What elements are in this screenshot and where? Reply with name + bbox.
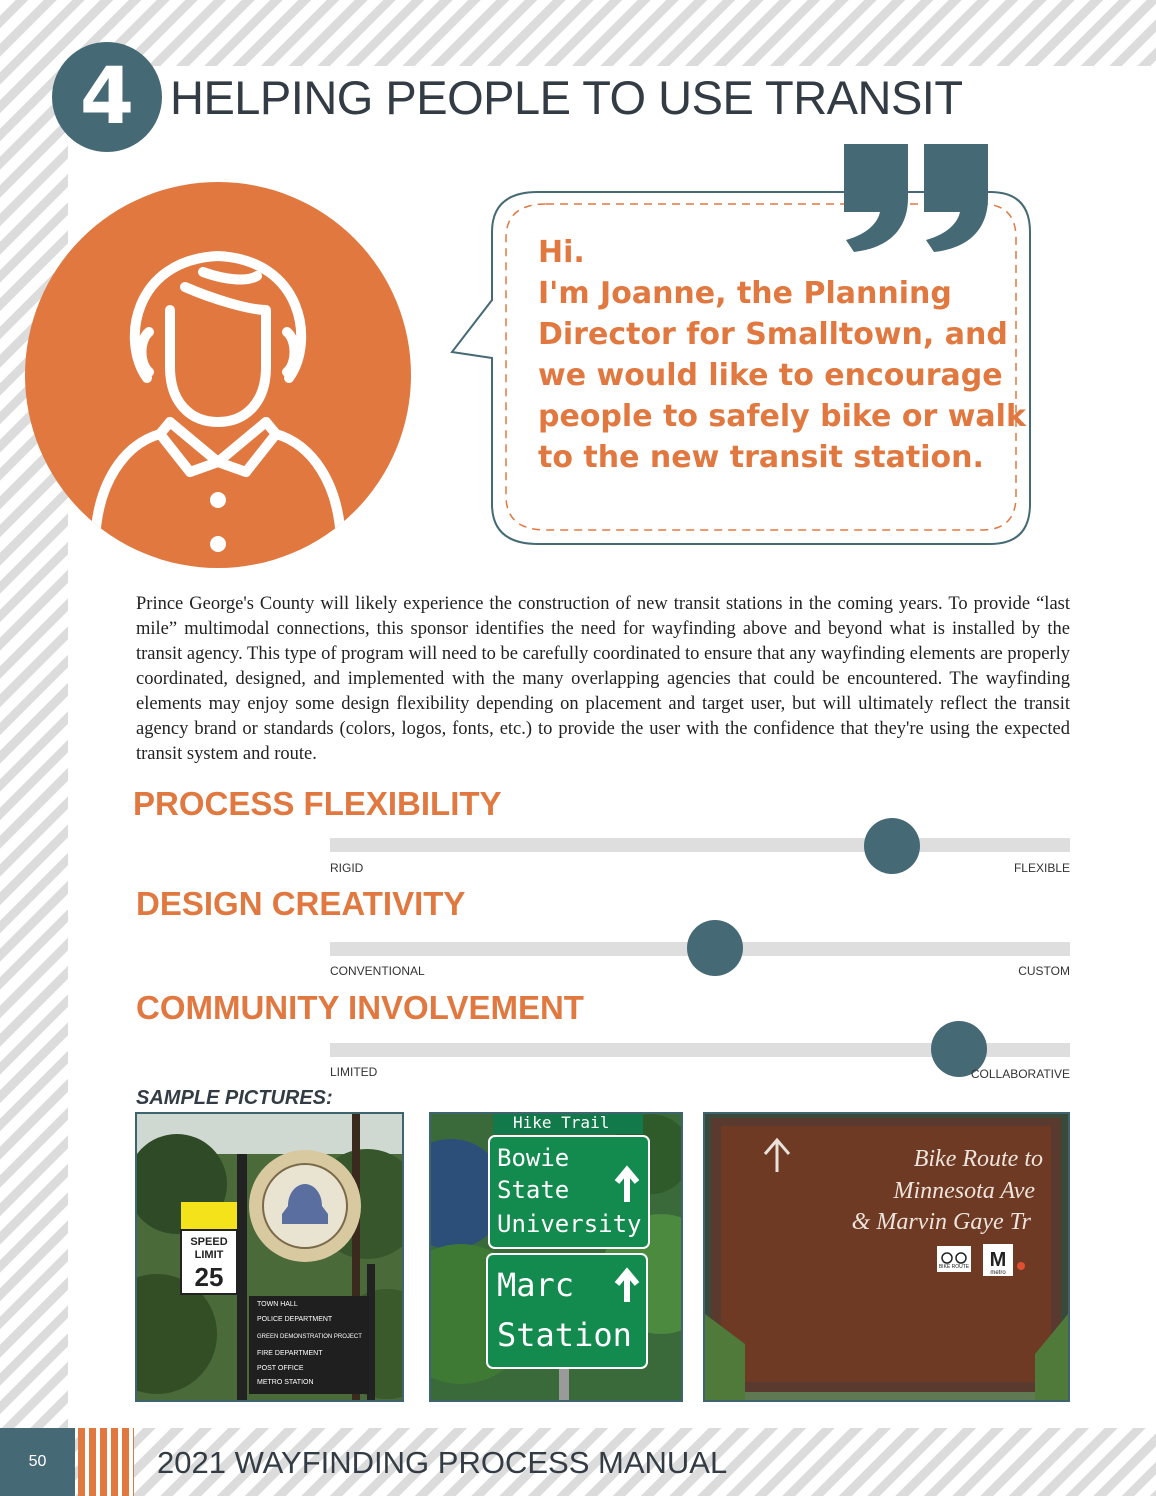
meter-right-label: CUSTOM	[1018, 964, 1070, 978]
badge-text: BIKE ROUTE	[938, 1264, 970, 1270]
metro-logo-icon: M	[989, 1249, 1007, 1271]
page-title: HELPING PEOPLE TO USE TRANSIT	[170, 71, 963, 124]
photo-town-sign	[135, 1112, 404, 1402]
speech-line: Director for Smalltown, and	[538, 317, 1008, 352]
directory-item: POST OFFICE	[257, 1365, 304, 1372]
sample-pictures-label: SAMPLE PICTURES:	[136, 1087, 333, 1109]
directory-item: FIRE DEPARTMENT	[257, 1350, 323, 1357]
speech-line: I'm Joanne, the Planning	[538, 276, 952, 311]
sign-text: & Marvin Gaye Tr	[851, 1209, 1031, 1235]
sign-partial-text: Hike Trail	[513, 1114, 610, 1132]
meter-left-label: CONVENTIONAL	[330, 964, 425, 978]
meter-right-label: FLEXIBLE	[1013, 861, 1070, 875]
meter-left-label: LIMITED	[330, 1065, 378, 1079]
speed-limit-text: LIMIT	[194, 1249, 224, 1261]
photo-bike-route-sign	[703, 1112, 1070, 1402]
sign-text: Station	[497, 1316, 632, 1354]
sign-text: Bowie	[497, 1144, 570, 1172]
page-number: 50	[0, 1428, 75, 1496]
photo-green-signs	[429, 1112, 683, 1402]
meter-knob-design-creativity	[687, 920, 743, 976]
meter-title-design-creativity: DESIGN CREATIVITY	[136, 885, 466, 922]
meter-knob-process-flexibility	[864, 818, 920, 874]
speech-line: to the new transit station.	[538, 440, 984, 475]
directory-item: POLICE DEPARTMENT	[257, 1316, 333, 1323]
speech-line: Hi.	[538, 235, 585, 270]
body-paragraph: Prince George's County will likely experience the construction of new transit stations in the coming years. To provide “last mile” multimodal connections, this sponsor identifies the need for wayfinding above and beyond what is installed by the transit agency. This type of program will need to be carefully coordinated to ensure that any wayfinding elements are properly coordinated, designed, and implemented with the many overlapping agencies that could be encountered. The wayfinding elements may enjoy some design flexibility depending on placement and target user, but will ultimately reflect the transit agency brand or standards (colors, logos, fonts, etc.) to provide the user with the confidence that they're using the expected transit system and route.	[136, 594, 1070, 764]
speech-text	[538, 232, 1026, 478]
speed-limit-value: 25	[194, 1262, 224, 1292]
sign-text: Bike Route to	[913, 1146, 1043, 1172]
speed-limit-text: SPEED	[190, 1236, 228, 1248]
speech-line: people to safely bike or walk	[538, 399, 1026, 434]
footer-title: 2021 WAYFINDING PROCESS MANUAL	[157, 1445, 728, 1480]
meter-title-process-flexibility: PROCESS FLEXIBILITY	[133, 785, 502, 822]
meter-title-community-involvement: COMMUNITY INVOLVEMENT	[136, 989, 584, 1026]
person-avatar-icon	[25, 182, 411, 568]
sign-text: Marc	[497, 1266, 575, 1304]
meter-track-process-flexibility	[330, 838, 1070, 852]
directory-item: TOWN HALL	[257, 1301, 298, 1308]
directory-item: GREEN DEMONSTRATION PROJECT	[257, 1334, 362, 1340]
sign-text: Minnesota Ave	[893, 1178, 1035, 1204]
section-number-badge: 4	[52, 42, 162, 152]
sign-text: State	[497, 1176, 570, 1204]
footer-stripes	[78, 1428, 134, 1496]
meter-left-label: RIGID	[330, 861, 364, 875]
sign-text: University	[497, 1210, 642, 1238]
speech-line: we would like to encourage	[538, 358, 1003, 393]
badge-text: metro	[990, 1270, 1006, 1276]
meter-right-label: COLLABORATIVE	[970, 1067, 1070, 1081]
directory-item: METRO STATION	[257, 1379, 314, 1386]
